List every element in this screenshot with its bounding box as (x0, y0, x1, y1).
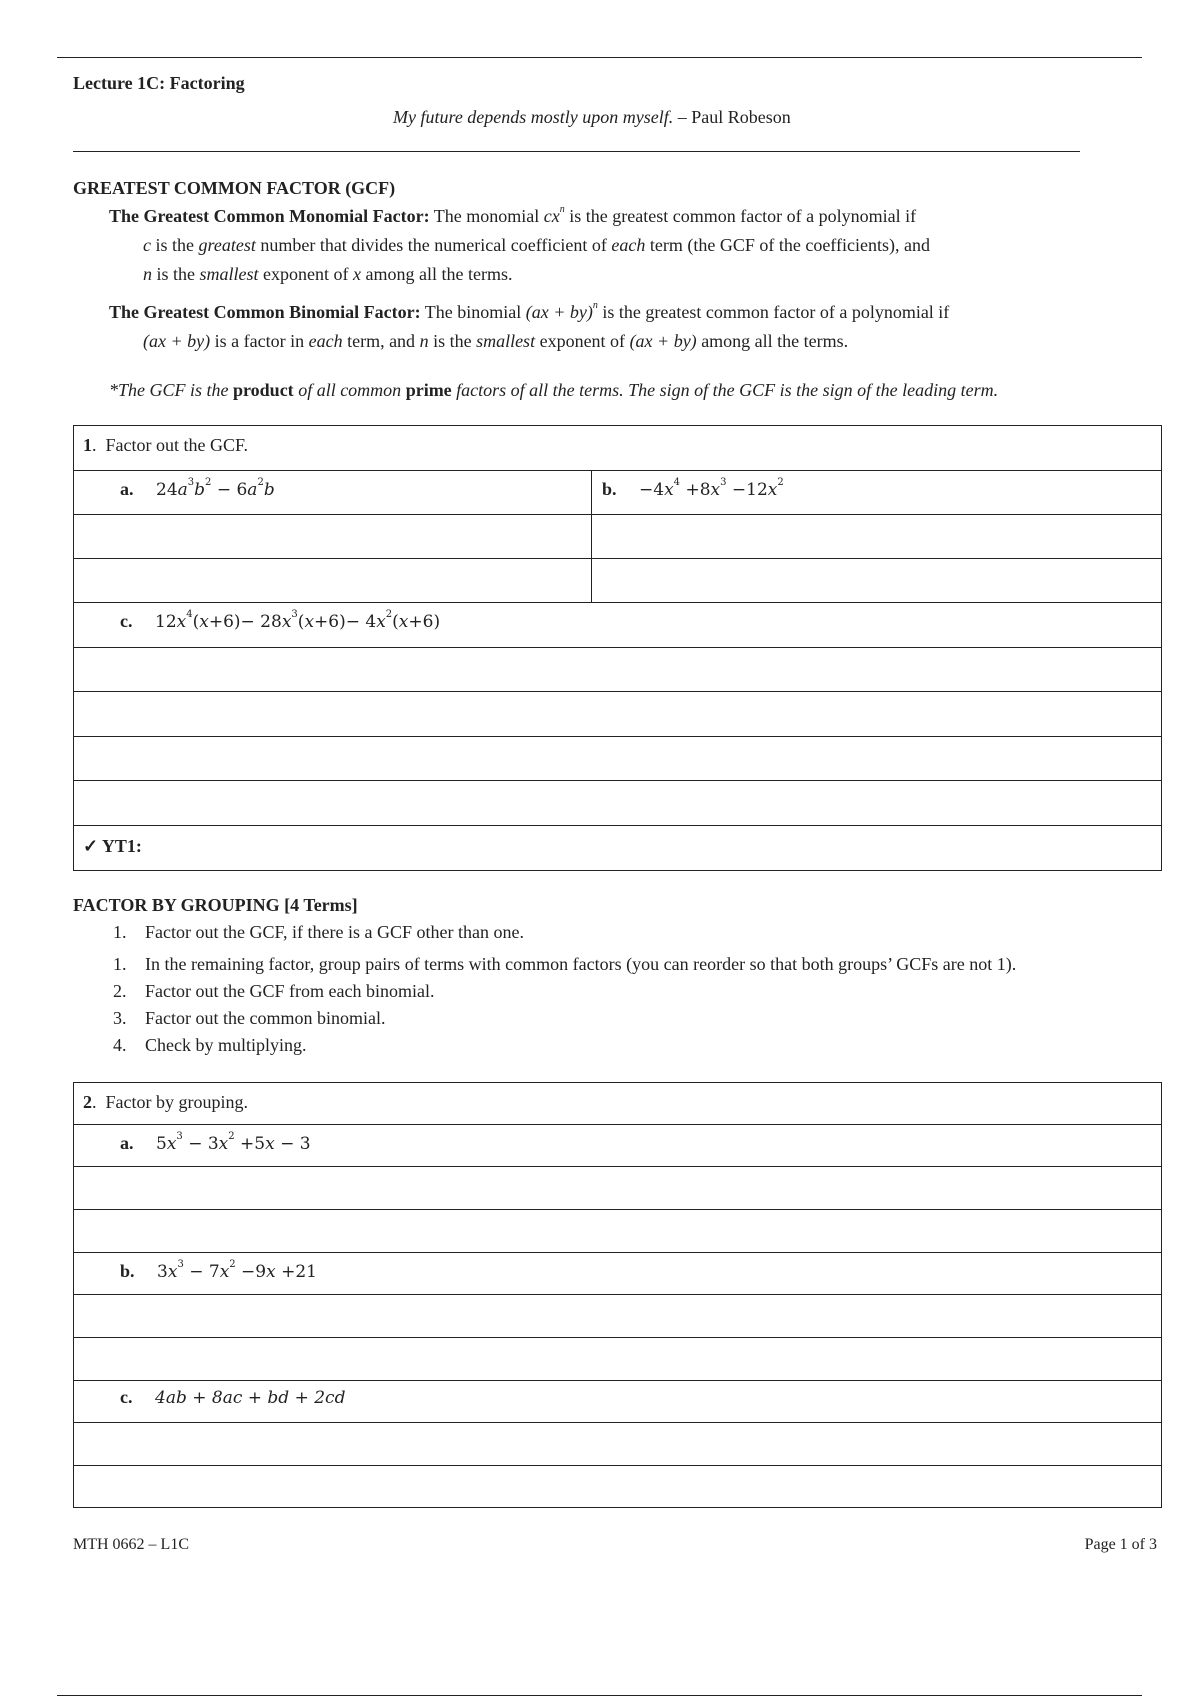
monomial-text-b: is the greatest common factor of a polynomial if (564, 206, 917, 226)
gcf-heading: GREATEST COMMON FACTOR (GCF) (73, 178, 396, 198)
grouping-step: 3. Factor out the common binomial. (113, 1008, 386, 1028)
yt1-label: ✓ YT1: (83, 836, 142, 856)
p1-row-divider (74, 514, 1161, 515)
p1-row-divider (74, 691, 1161, 692)
top-rule (57, 57, 1142, 58)
grouping-step: 4. Check by multiplying. (113, 1035, 307, 1055)
problem1-c (120, 611, 440, 632)
note-prime: prime (405, 380, 452, 400)
bino-l2-d: exponent of (535, 331, 630, 351)
quote-text: My future depends mostly upon myself. (393, 107, 674, 127)
problem1-b (602, 479, 784, 500)
problem2-c-label: c. (120, 1387, 133, 1407)
problem1-instruction: Factor out the GCF. (105, 435, 249, 455)
problem1-b-label: b. (602, 479, 617, 499)
monomial-cxn: $cx^n$ (543, 204, 565, 226)
p2-row-divider (74, 1166, 1161, 1167)
quote-line (393, 107, 791, 128)
bino-l2-c: is the (428, 331, 477, 351)
monomial-definition-line1 (109, 206, 916, 227)
p1-row-divider (74, 825, 1161, 826)
problem1-a-expr: $24a^3b^2 - 6a^2b$ (156, 477, 275, 500)
footer-page-number: Page 1 of 3 (1084, 1536, 1157, 1553)
problem2-a (120, 1133, 311, 1154)
mono-l2-b: number that divides the numerical coefficient of (255, 235, 612, 255)
note-product: product (233, 380, 294, 400)
problem2-b-label: b. (120, 1261, 135, 1281)
note-c: factors of all the terms. The sign of the GCF is the sign of the leading term. (451, 380, 999, 400)
p1-row-divider (74, 602, 1161, 603)
bino-l2-smallest: smallest (476, 331, 536, 351)
mono-l2-each: each (611, 235, 646, 255)
p1-row-divider (74, 780, 1161, 781)
gcf-note (109, 380, 998, 401)
mono-l3-b: exponent of (258, 264, 353, 284)
p1-row-divider (74, 736, 1161, 737)
bottom-rule (57, 1695, 1142, 1696)
problem2-c (120, 1387, 345, 1408)
p2-row-divider (74, 1465, 1161, 1466)
p2-row-divider (74, 1209, 1161, 1210)
monomial-definition-line3: n is the smallest exponent of x among all the terms. (143, 264, 513, 284)
p2-row-divider (74, 1294, 1161, 1295)
p2-row-divider (74, 1380, 1161, 1381)
problem2-header: 2. Factor by grouping. (83, 1092, 248, 1112)
monomial-text-a: The monomial (429, 206, 544, 226)
note-b: of all common (293, 380, 406, 400)
problem1-table (73, 425, 1162, 871)
p2-row-divider (74, 1422, 1161, 1423)
mono-l3-a: is the (152, 264, 200, 284)
p2-row-divider (74, 1124, 1161, 1125)
grouping-step: 1. In the remaining factor, group pairs of terms with common factors (you can reorder so that both groups’ GCFs are not 1). (113, 954, 1017, 974)
header-rule (73, 151, 1080, 152)
problem2-a-label: a. (120, 1133, 134, 1153)
bino-l2-b: term, and (342, 331, 420, 351)
p1-row-divider (74, 647, 1161, 648)
mono-l2-a: is the (151, 235, 199, 255)
problem2-c-expr: 4ab + 8ac + bd + 2cd (155, 1388, 346, 1408)
footer-course: MTH 0662 – L1C (73, 1536, 189, 1553)
p1-column-divider (591, 470, 592, 602)
bino-l2-e: among all the terms. (701, 331, 849, 351)
problem1-c-expr: $12x^4(x+6)- 28x^3(x+6)- 4x^2(x+6)$ (155, 609, 441, 632)
problem1-c-label: c. (120, 611, 133, 631)
lecture-title: Lecture 1C: Factoring (73, 73, 245, 93)
problem1-a-label: a. (120, 479, 134, 499)
mono-l2-greatest: greatest (198, 235, 256, 255)
problem2-table (73, 1082, 1162, 1508)
problem1-b-expr: $-4x^4 +8x^3 -12x^2$ (639, 477, 784, 500)
binomial-definition-line1 (109, 302, 949, 323)
bino-l2-each: each (308, 331, 343, 351)
note-a: *The GCF is the (109, 380, 233, 400)
p2-row-divider (74, 1337, 1161, 1338)
problem1-header: 1. Factor out the GCF. (83, 435, 249, 455)
binomial-text-b: is the greatest common factor of a polynomial if (597, 302, 950, 322)
p1-row-divider (74, 558, 1161, 559)
binomial-text-a: The binomial (420, 302, 526, 322)
mono-l2-c: term (the GCF of the coefficients), and (645, 235, 930, 255)
problem2-a-expr: $5x^3 - 3x^2 +5x - 3$ (156, 1131, 311, 1154)
quote-author: – Paul Robeson (673, 107, 791, 127)
problem2-b (120, 1261, 317, 1282)
grouping-step: 1. Factor out the GCF, if there is a GCF other than one. (113, 922, 524, 942)
p2-row-divider (74, 1252, 1161, 1253)
bino-l2-a: is a factor in (210, 331, 309, 351)
problem2-number: 2 (83, 1092, 92, 1112)
monomial-definition-line2: c is the greatest number that divides the numerical coefficient of each term (the GCF of the coefficients), and (143, 235, 930, 255)
mono-l3-c: among all the terms. (361, 264, 513, 284)
problem2-b-expr: $3x^3 - 7x^2 -9x +21$ (157, 1259, 317, 1282)
binomial-expr: (ax + by)$^n$ (525, 300, 598, 322)
grouping-step: 2. Factor out the GCF from each binomial. (113, 981, 435, 1001)
p1-row-divider (74, 470, 1161, 471)
mono-l3-smallest: smallest (199, 264, 259, 284)
binomial-definition-line2: (ax + by) is a factor in each term, and n is the smallest exponent of (ax + by) among all the terms. (143, 331, 849, 351)
binomial-label: The Greatest Common Binomial Factor: (109, 302, 421, 322)
monomial-label: The Greatest Common Monomial Factor: (109, 206, 430, 226)
problem1-a (120, 479, 275, 500)
problem1-number: 1 (83, 435, 92, 455)
grouping-heading: FACTOR BY GROUPING [4 Terms] (73, 895, 358, 915)
problem2-instruction: Factor by grouping. (105, 1092, 248, 1112)
